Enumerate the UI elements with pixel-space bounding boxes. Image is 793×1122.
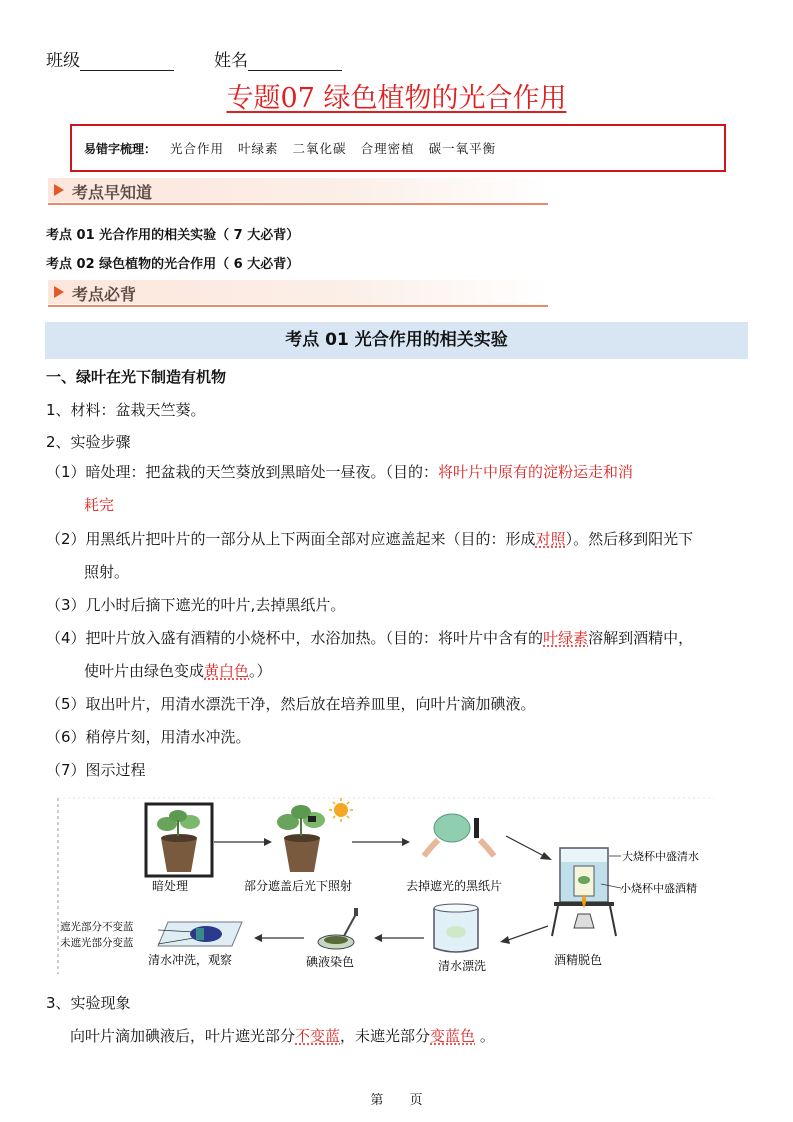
label-iodine: 碘液染色 [306,955,355,969]
phenomenon-answer-b: 变蓝色 [430,1027,476,1045]
step-4-text-a: （4）把叶片放入盛有酒精的小烧杯中，水浴加热。（目的：将叶片中含有的 [46,629,544,647]
step-5: （5）取出叶片，用清水漂洗干净，然后放在培养皿里，向叶片滴加碘液。 [46,695,536,713]
class-blank[interactable] [80,52,174,71]
phenomenon-text-b: ，未遮光部分 [340,1027,431,1045]
tips-label: 易错字梳理： [84,141,157,156]
footer-left: 第 [370,1093,384,1108]
step-2-text-c: 照射。 [84,563,130,581]
name-blank[interactable] [248,52,342,71]
label-not-blue: 遮光部分不变蓝 [60,921,134,933]
label-dark: 暗处理 [152,879,189,893]
phenomenon-answer-a: 不变蓝 [295,1027,341,1045]
phenomenon-text-a: 向叶片滴加碘液后，叶片遮光部分 [70,1027,296,1045]
label-rinse1: 清水漂洗 [438,959,487,973]
label-rinse2: 清水冲洗，观察 [148,953,233,967]
page-footer [0,1089,793,1108]
error-prone-words-box [70,124,726,172]
step-2 [46,523,756,589]
step-7: （7）图示过程 [46,761,146,779]
step-2-text-a: （2）用黑纸片把叶片的一部分从上下两面全部对应遮盖起来（目的：形成 [46,530,536,548]
toc-item-2[interactable]: 考点 02 绿色植物的光合作用（ 6 大必背） [46,257,300,272]
rinse-beaker-icon [434,904,478,952]
phenomenon-text [70,1025,495,1046]
section-heading: 考点 01 光合作用的相关实验 [45,322,748,359]
tip-word: 碳一氧平衡 [428,141,497,156]
tip-word: 合理密植 [360,141,415,156]
experiment-diagram [56,796,716,976]
label-remove: 去掉遮光的黑纸片 [406,879,503,893]
name-field [214,46,342,71]
tip-word: 光合作用 [170,141,225,156]
sub-heading: 一、绿叶在光下制造有机物 [46,368,227,386]
banner-must-know [48,280,548,308]
label-big-beaker: 大烧杯中盛清水 [622,850,699,863]
banner-overview-title: 考点早知道 [72,183,153,202]
observe-leaf-icon [158,922,242,946]
tip-word: 二氧化碳 [292,141,347,156]
step-4-text-c: 使叶片由绿色变成 [84,662,205,680]
arrow-icon [54,286,64,298]
tip-word: 叶绿素 [238,141,279,156]
step-1-answer-a: 将叶片中原有的淀粉运走和消 [438,463,634,481]
label-blue: 未遮光部分变蓝 [60,937,134,949]
name-label: 姓名 [214,51,248,71]
dark-treatment-pot-icon [146,804,212,876]
water-bath-beakers-icon [552,848,616,936]
toc-item-1[interactable]: 考点 01 光合作用的相关实验（ 7 大必背） [46,228,300,243]
class-field [46,46,174,71]
step-4-text-b: 溶解到酒精中， [588,629,694,647]
label-cover: 部分遮盖后光下照射 [244,879,353,893]
step-4 [46,622,756,688]
step-3: （3）几小时后摘下遮光的叶片,去掉黑纸片。 [46,596,346,614]
label-small-beaker: 小烧杯中盛酒精 [620,882,697,895]
step-1 [46,456,756,522]
arrow-icon [54,184,64,196]
phenomenon-title: 3、实验现象 [46,994,131,1012]
step-6: （6）稍停片刻，用清水冲洗。 [46,728,251,746]
sun-icon [329,798,353,822]
banner-overview [48,178,548,206]
label-alcohol: 酒精脱色 [554,953,603,967]
step-2-text-b: ）。然后移到阳光下 [565,530,694,548]
step-1-text: （1）暗处理：把盆栽的天竺葵放到黑暗处一昼夜。（目的： [46,463,439,481]
experiment-diagram-svg [56,796,716,976]
page-title: 专题07 绿色植物的光合作用 [226,83,567,114]
material-line: 1、材料：盆栽天竺葵。 [46,401,206,419]
light-exposure-pot-icon [277,805,325,872]
remove-paper-leaf-icon [424,814,494,856]
footer-right: 页 [409,1093,423,1108]
step-2-answer: 对照 [535,530,566,548]
steps-title: 2、实验步骤 [46,433,131,451]
step-4-answer-b: 黄白色 [204,662,250,680]
step-4-answer-a: 叶绿素 [543,629,589,647]
step-4-text-d: 。） [249,662,272,680]
banner-must-know-title: 考点必背 [72,285,137,304]
class-label: 班级 [46,51,80,71]
phenomenon-text-c: 。 [475,1027,495,1045]
iodine-dish-icon [318,908,358,949]
step-1-answer-b: 耗完 [84,496,115,514]
